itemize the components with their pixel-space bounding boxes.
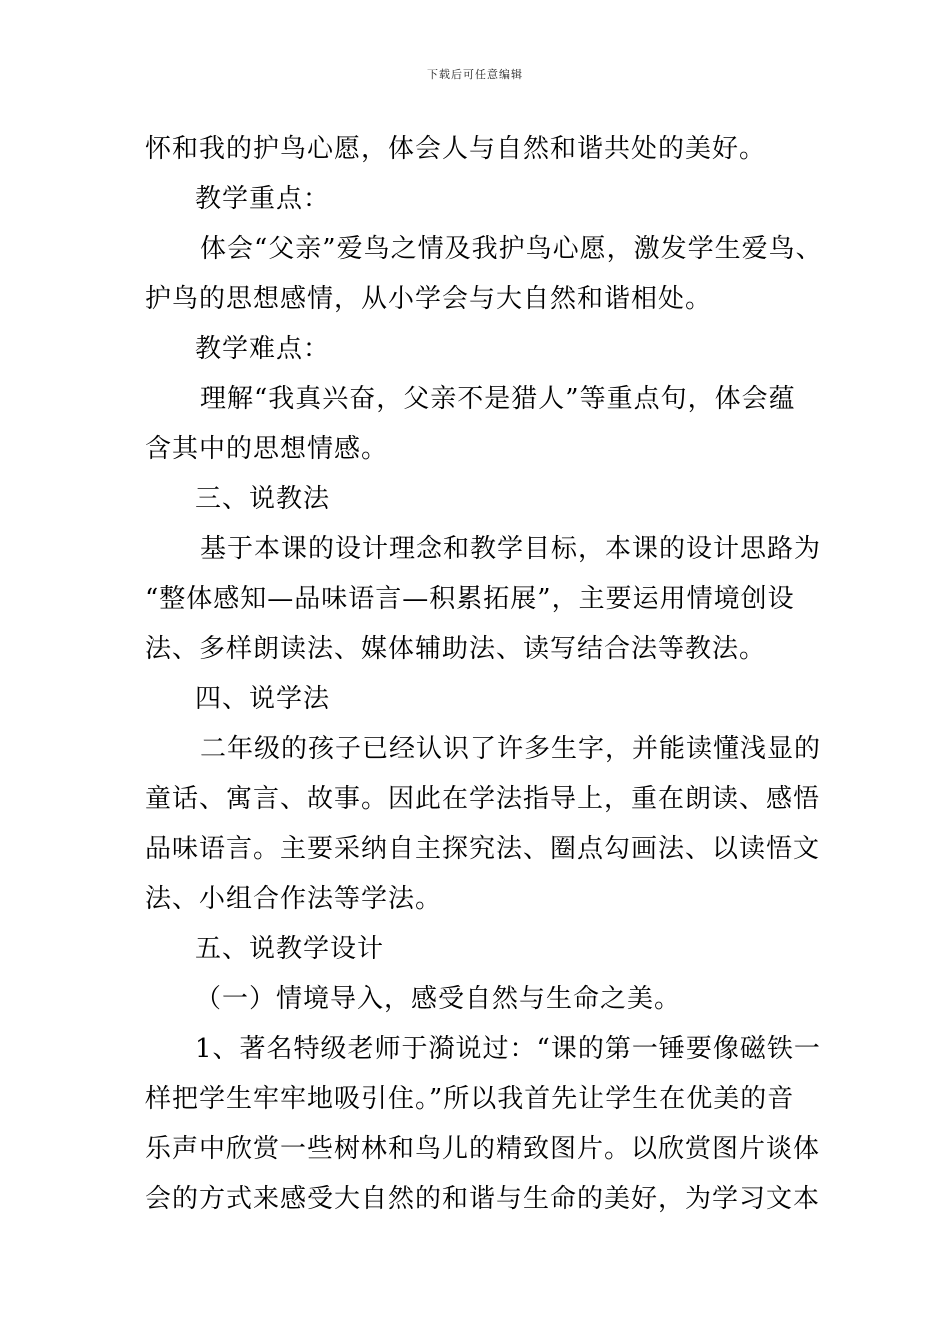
text-line: 基于本课的设计理念和教学目标，本课的设计思路为 <box>200 534 822 564</box>
text-line: 法、小组合作法等学法。 <box>145 884 443 914</box>
section-heading: 四、说学法 <box>195 684 331 714</box>
text-line: 二年级的孩子已经认识了许多生字，并能读懂浅显的 <box>200 734 822 764</box>
text-line: 样把学生牢牢地吸引住。”所以我首先让学生在优美的音 <box>145 1084 795 1114</box>
text-line: 童话、寓言、故事。因此在学法指导上，重在朗读、感悟 <box>145 784 821 814</box>
text-line: 品味语言。主要采纳自主探究法、圈点勾画法、以读悟文 <box>145 834 821 864</box>
text-line: 乐声中欣赏一些树林和鸟儿的精致图片。以欣赏图片谈体 <box>145 1134 821 1164</box>
text-line: 会的方式来感受大自然的和谐与生命的美好，为学习文本 <box>145 1184 821 1214</box>
text-line: 体会“父亲”爱鸟之情及我护鸟心愿，激发学生爱鸟、 <box>200 234 823 264</box>
text-line: “整体感知—品味语言—积累拓展”，主要运用情境创设 <box>145 584 795 614</box>
text-line: 1、著名特级老师于漪说过：“课的第一锤要像磁铁一 <box>195 1034 821 1064</box>
text-line: 理解“我真兴奋，父亲不是猎人”等重点句，体会蕴 <box>200 384 796 414</box>
text-line: 含其中的思想情感。 <box>145 434 389 464</box>
page-header-note: 下载后可任意编辑 <box>427 68 523 81</box>
text-line: 护鸟的思想感情，从小学会与大自然和谐相处。 <box>145 284 713 314</box>
text-line: 法、多样朗读法、媒体辅助法、读写结合法等教法。 <box>145 634 767 664</box>
section-heading: 教学难点： <box>195 334 331 364</box>
text-line: 怀和我的护鸟心愿，体会人与自然和谐共处的美好。 <box>145 134 767 164</box>
section-heading: 五、说教学设计 <box>195 934 385 964</box>
section-heading: 教学重点： <box>195 184 331 214</box>
section-heading: 三、说教法 <box>195 484 331 514</box>
subsection-heading: （一）情境导入，感受自然与生命之美。 <box>195 984 682 1014</box>
